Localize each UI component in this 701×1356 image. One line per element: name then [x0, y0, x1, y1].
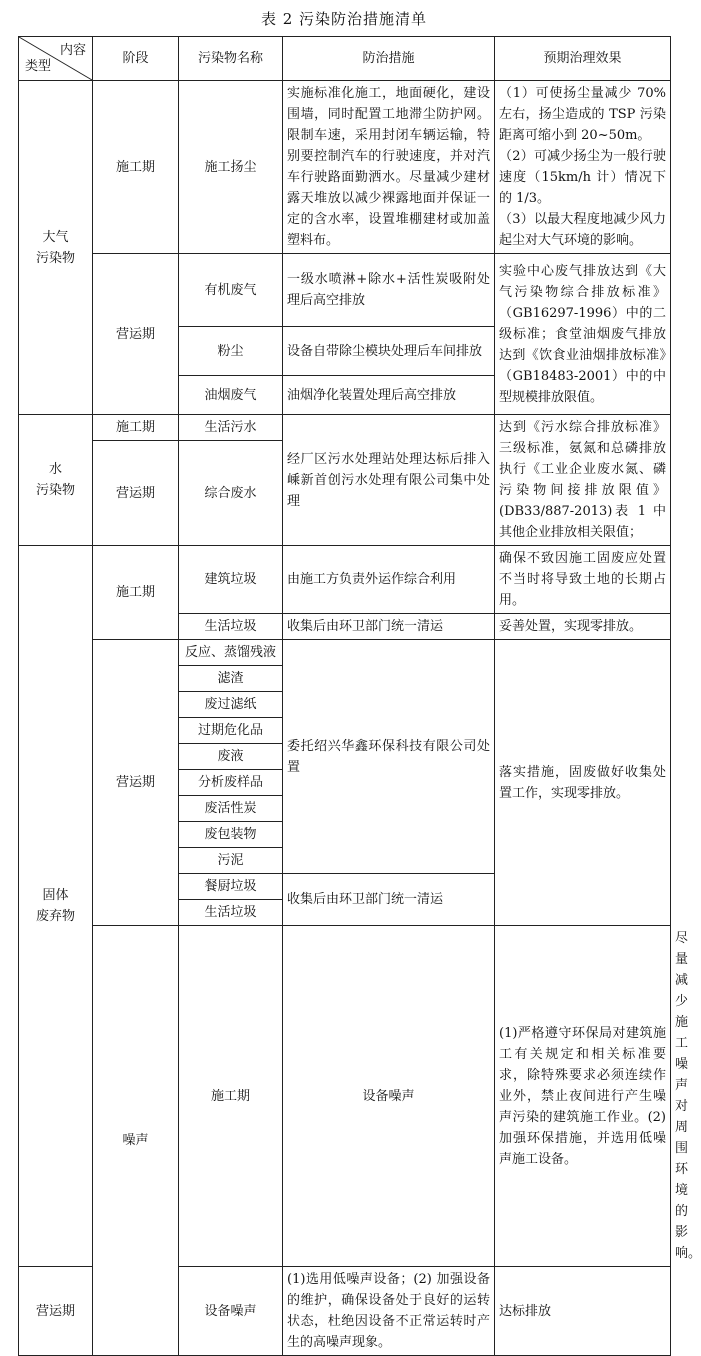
- pollutant-cell: 生活垃圾: [179, 614, 283, 640]
- pollutant-cell: 废过滤纸: [179, 692, 283, 718]
- type-noise: 噪声: [93, 926, 179, 1356]
- measure-cell: 油烟净化装置处理后高空排放: [283, 376, 495, 415]
- stage-cell: 营运期: [93, 254, 179, 415]
- header-pollutant: 污染物名称: [179, 37, 283, 81]
- diagonal-header-cell: [19, 37, 93, 81]
- effect-cell: 确保不致因施工固废应处置不当时将导致土地的长期占用。: [495, 546, 671, 614]
- measure-cell: 经厂区污水处理站处理达标后排入嵊新首创污水处理有限公司集中处理: [283, 415, 495, 546]
- type-solid: 固体 废弃物: [19, 546, 93, 1267]
- table-row: [19, 640, 671, 666]
- pollutant-cell: 餐厨垃圾: [179, 874, 283, 900]
- table-row: 噪声 施工期 设备噪声 (1)严格遵守环保局对建筑施工有关规定和相关标准要求，除特殊要求必须连续作业外，禁止夜间进行产生噪声污染的建筑施工作业。(2)加强环保措施，并选用低噪声施工设备。 尽量减少施工噪声对周围环境的影响。: [19, 926, 671, 1267]
- table-row: [19, 254, 671, 327]
- pollutant-cell: 过期危化品: [179, 718, 283, 744]
- type-air: 大气 污染物: [19, 81, 93, 415]
- pollutant-cell: 生活污水: [179, 415, 283, 441]
- stage-cell: 施工期: [179, 926, 283, 1267]
- measure-cell: 收集后由环卫部门统一清运: [283, 874, 495, 926]
- pollutant-cell: 滤渣: [179, 666, 283, 692]
- effect-cell: （1）可使扬尘量减少 70%左右，扬尘造成的 TSP 污染距离可缩小到 20~50m。 （2）可减少扬尘为一般行驶速度（15km/h 计）情况下的 1/3。 （3）以最大程度地减少风力起尘对大气环境的影响。: [495, 81, 671, 254]
- header-effect: 预期治理效果: [495, 37, 671, 81]
- stage-cell: 施工期: [93, 546, 179, 640]
- pollutant-cell: 粉尘: [179, 327, 283, 376]
- pollutant-cell: 施工扬尘: [179, 81, 283, 254]
- type-water: 水 污染物: [19, 415, 93, 546]
- pollution-control-table: [18, 36, 701, 1356]
- pollutant-cell: 设备噪声: [283, 926, 495, 1267]
- stage-cell: 营运期: [93, 441, 179, 546]
- table-caption: 表 2 污染防治措施清单: [260, 10, 428, 28]
- pollutant-cell: 生活垃圾: [179, 900, 283, 926]
- measure-cell: (1)选用低噪声设备；(2) 加强设备的维护，确保设备处于良好的运转状态，杜绝因设备不正常运转时产生的高噪声现象。: [283, 1267, 495, 1356]
- pollutant-cell: 废活性炭: [179, 796, 283, 822]
- measure-cell: 收集后由环卫部门统一清运: [283, 614, 495, 640]
- effect-cell: 妥善处置，实现零排放。: [495, 614, 671, 640]
- stage-cell: 施工期: [93, 81, 179, 254]
- header-row: [19, 37, 671, 81]
- effect-cell: 达标排放: [495, 1267, 671, 1356]
- table-row: [19, 546, 671, 614]
- measure-cell: (1)严格遵守环保局对建筑施工有关规定和相关标准要求，除特殊要求必须连续作业外，禁止夜间进行产生噪声污染的建筑施工作业。(2)加强环保措施，并选用低噪声施工设备。: [495, 926, 671, 1267]
- measure-cell: 由施工方负责外运作综合利用: [283, 546, 495, 614]
- measure-cell: 设备自带除尘模块处理后车间排放: [283, 327, 495, 376]
- pollutant-cell: 废液: [179, 744, 283, 770]
- pollutant-cell: 有机废气: [179, 254, 283, 327]
- stage-cell: 施工期: [93, 415, 179, 441]
- header-type-label: 类型: [25, 59, 52, 74]
- pollutant-cell: 设备噪声: [179, 1267, 283, 1356]
- pollutant-cell: 综合废水: [179, 441, 283, 546]
- pollutant-cell: 建筑垃圾: [179, 546, 283, 614]
- header-measure: 防治措施: [283, 37, 495, 81]
- pollutant-cell: 油烟废气: [179, 376, 283, 415]
- measure-cell: 实施标准化施工，地面硬化，建设围墙，同时配置工地滞尘防护网。限制车速，采用封闭车辆运输，特别要控制汽车的行驶速度，并对汽车行驶路面勤洒水。尽量减少建材露天堆放以减少裸露地面并保证一定的含水率，设置堆棚建材或加盖塑料布。: [283, 81, 495, 254]
- header-content-label: 内容: [59, 43, 86, 58]
- effect-cell: 实验中心废气排放达到《大气污染物综合排放标准》（GB16297-1996）中的二级标准；食堂油烟废气排放达到《饮食业油烟排放标准》（GB18483-2001）中的中型规模排放限值。: [495, 254, 671, 415]
- pollutant-cell: 废包装物: [179, 822, 283, 848]
- effect-cell: 落实措施，固废做好收集处置工作，实现零排放。: [495, 640, 671, 926]
- pollutant-cell: 分析废样品: [179, 770, 283, 796]
- stage-cell: 营运期: [93, 640, 179, 926]
- table-row: [19, 415, 671, 441]
- table-row: [19, 81, 671, 254]
- stage-cell: 营运期: [19, 1267, 93, 1356]
- pollutant-cell: 污泥: [179, 848, 283, 874]
- measure-cell: 一级水喷淋+除水+活性炭吸附处理后高空排放: [283, 254, 495, 327]
- effect-cell: 达到《污水综合排放标准》三级标准，氨氮和总磷排放执行《工业企业废水氮、磷污染物间接排放限值》(DB33/887-2013)表 1 中其他企业排放相关限值；: [495, 415, 671, 546]
- header-stage: 阶段: [93, 37, 179, 81]
- measure-cell: 委托绍兴华鑫环保科技有限公司处置: [283, 640, 495, 874]
- pollutant-cell: 反应、蒸馏残液: [179, 640, 283, 666]
